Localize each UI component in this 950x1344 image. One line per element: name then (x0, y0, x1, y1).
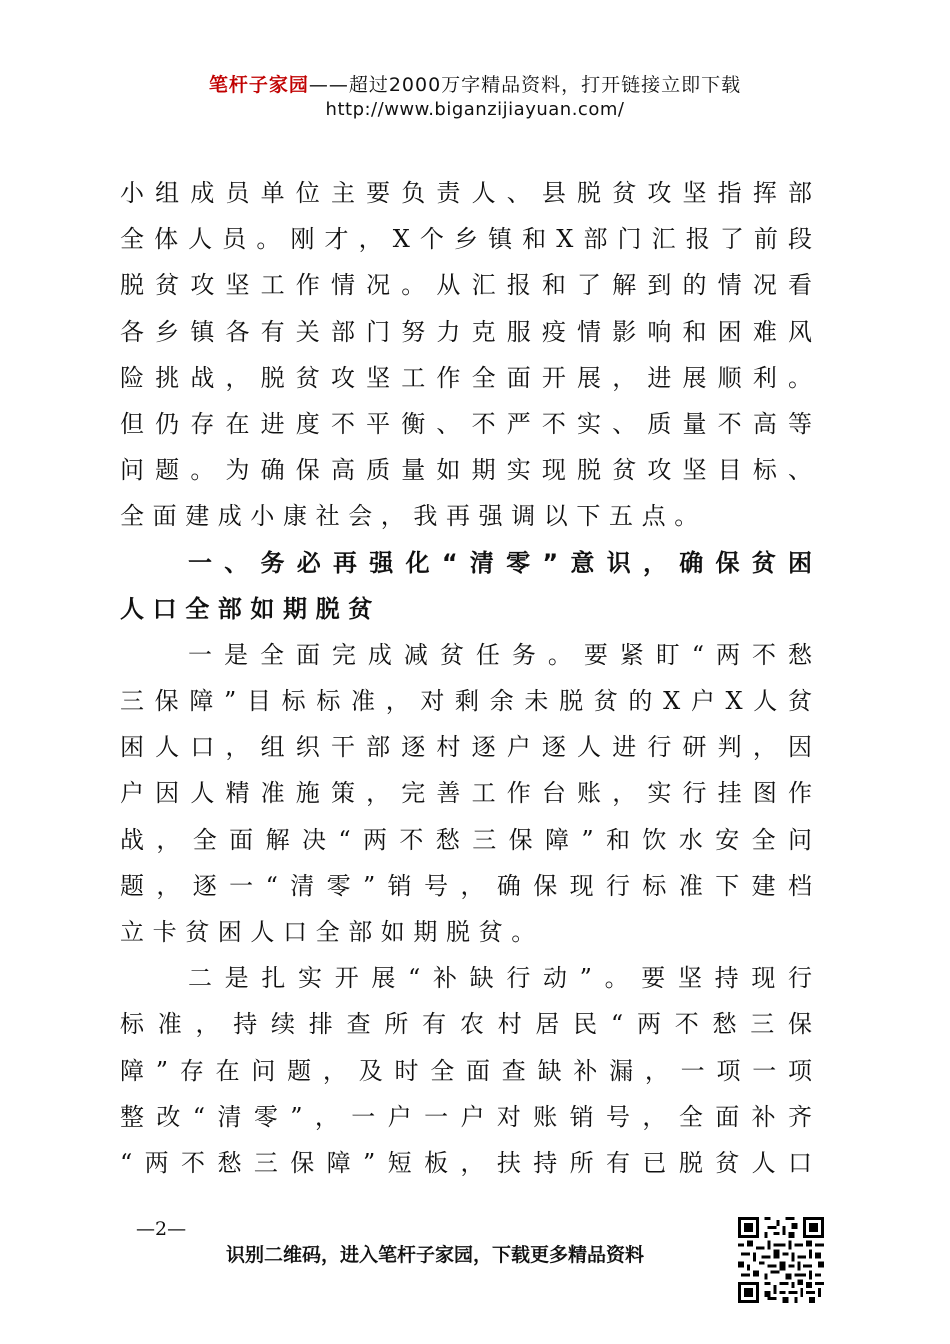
text-line: 二是扎实开展“补缺行动”。要坚持现行 (188, 964, 812, 993)
page-number: —2— (136, 1218, 187, 1240)
header-slogan: ——超过2000万字精品资料，打开链接立即下载 (308, 74, 742, 96)
footer-text: 识别二维码，进入笔杆子家园，下载更多精品资料 (226, 1244, 645, 1266)
text-line: 一是全面完成减贫任务。要紧盯“两不愁 (188, 640, 812, 669)
page-header (0, 72, 950, 122)
text-line: 险挑战，脱贫攻坚工作全面开展，进展顺利。 (120, 363, 812, 392)
text-line: 脱贫攻坚工作情况。从汇报和了解到的情况看 (120, 271, 812, 300)
section-heading-cont: 人口全部如期脱贫 (120, 594, 381, 623)
text-line: 小组成员单位主要负责人、县脱贫攻坚指挥部 (120, 179, 812, 207)
brand-name: 笔杆子家园 (208, 74, 309, 96)
text-line: 各乡镇各有关部门努力克服疫情影响和困难风 (120, 317, 812, 346)
text-line: 困人口，组织干部逐村逐户逐人进行研判，因 (120, 733, 812, 762)
text-line: 题，逐一“清零”销号，确保现行标准下建档 (120, 871, 812, 900)
text-line: 全体人员。刚才，X个乡镇和X部门汇报了前段 (120, 225, 812, 254)
text-line: 障”存在问题，及时全面查缺补漏，一项一项 (120, 1056, 812, 1085)
document-body (120, 170, 812, 1186)
text-line: 战，全面解决“两不愁三保障”和饮水安全问 (120, 825, 812, 854)
text-line: 立卡贫困人口全部如期脱贫。 (120, 918, 544, 946)
text-line: 全面建成小康社会，我再强调以下五点。 (120, 502, 707, 531)
header-banner (0, 72, 950, 98)
header-url[interactable]: http://www.biganzijiayuan.com/ (325, 99, 625, 120)
text-line: 问题。为确保高质量如期实现脱贫攻坚目标、 (120, 456, 812, 485)
section-heading: 一、务必再强化“清零”意识，确保贫困 (188, 548, 812, 577)
text-line: 户因人精准施策，完善工作台账，实行挂图作 (120, 779, 812, 808)
text-line: 整改“清零”，一户一户对账销号，全面补齐 (120, 1102, 812, 1131)
text-line: “两不愁三保障”短板，扶持所有已脱贫人口 (120, 1148, 812, 1177)
text-line: 但仍存在进度不平衡、不严不实、质量不高等 (120, 409, 812, 438)
qr-code-icon[interactable] (738, 1217, 824, 1303)
text-line: 三保障”目标标准，对剩余未脱贫的X户X人贫 (120, 687, 812, 716)
text-line: 标准，持续排查所有农村居民“两不愁三保 (120, 1010, 812, 1039)
